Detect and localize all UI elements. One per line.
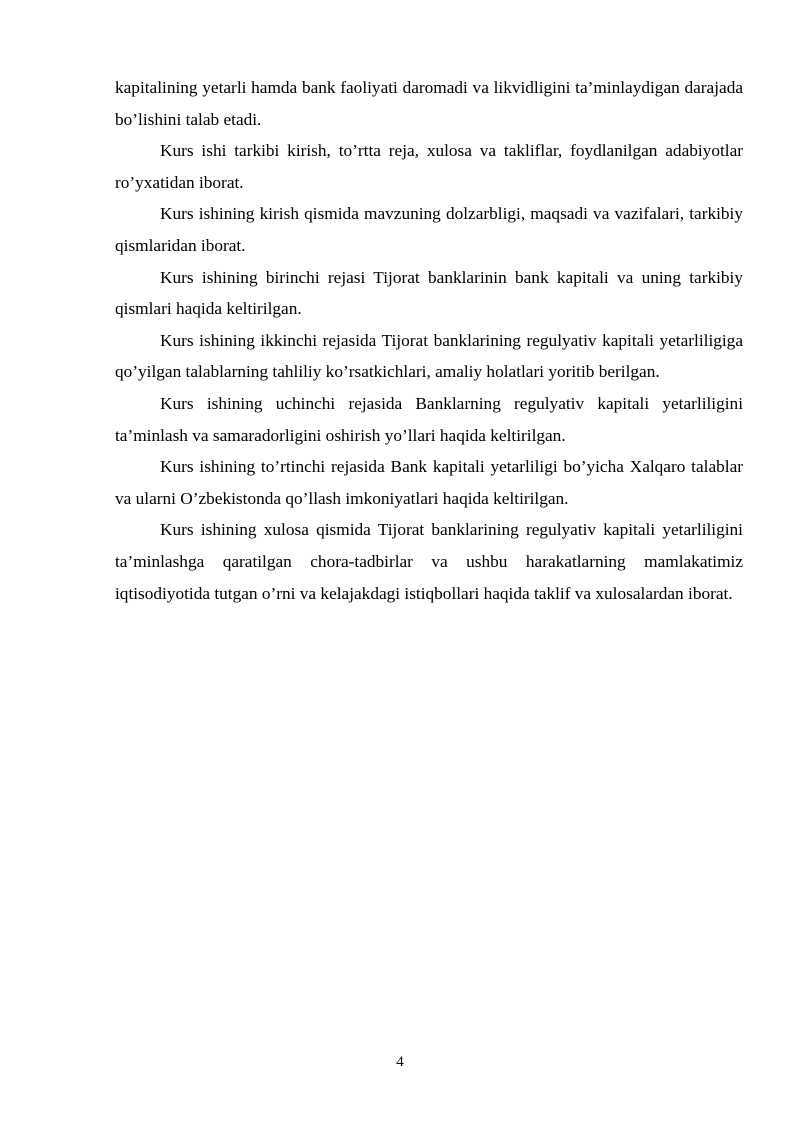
paragraph-introduction: Kurs ishining kirish qismida mavzuning dolzarbligi, maqsadi va vazifalari, tarkibiy qismlaridan iborat. xyxy=(115,204,743,255)
paragraph-third-plan: Kurs ishining uchinchi rejasida Banklarning regulyativ kapitali yetarliligini ta’minlash va samaradorligini oshirish yo’llari haqida keltirilgan. xyxy=(115,393,743,445)
paragraph-conclusion: Kurs ishining xulosa qismida Tijorat banklarining regulyativ kapitali yetarliligini ta’minlashga qaratilgan chora-tadbirlar va ushbu harakatlarning mamlakatimiz iqtisodiyotida tutgan o’rni va kelajakdagi istiqbollari haqida taklif va xulosalardan iborat. xyxy=(115,520,743,603)
page-number: 4 xyxy=(396,1054,404,1070)
paragraph-second-plan: Kurs ishining ikkinchi rejasida Tijorat banklarining regulyativ kapitali yetarliligiga qo’yilgan talablarning tahliliy ko’rsatkichlari, amaliy holatlari yoritib berilgan. xyxy=(115,330,743,382)
document-body xyxy=(115,72,743,609)
paragraph-fourth-plan: Kurs ishining to’rtinchi rejasida Bank kapitali yetarliligi bo’yicha Xalqaro talablar va ularni O’zbekistonda qo’llash imkoniyatlari haqida keltirilgan. xyxy=(115,457,743,508)
paragraph-first-plan: Kurs ishining birinchi rejasi Tijorat banklarinin bank kapitali va uning tarkibiy qismlari haqida keltirilgan. xyxy=(115,267,743,319)
paragraph-structure: Kurs ishi tarkibi kirish, to’rtta reja, xulosa va takliflar, foydlanilgan adabiyotlar ro’yxatidan iborat. xyxy=(115,141,743,192)
paragraph-continuation: kapitalining yetarli hamda bank faoliyati daromadi va likvidligini ta’minlaydigan darajada bo’lishini talab etadi. xyxy=(115,78,743,129)
